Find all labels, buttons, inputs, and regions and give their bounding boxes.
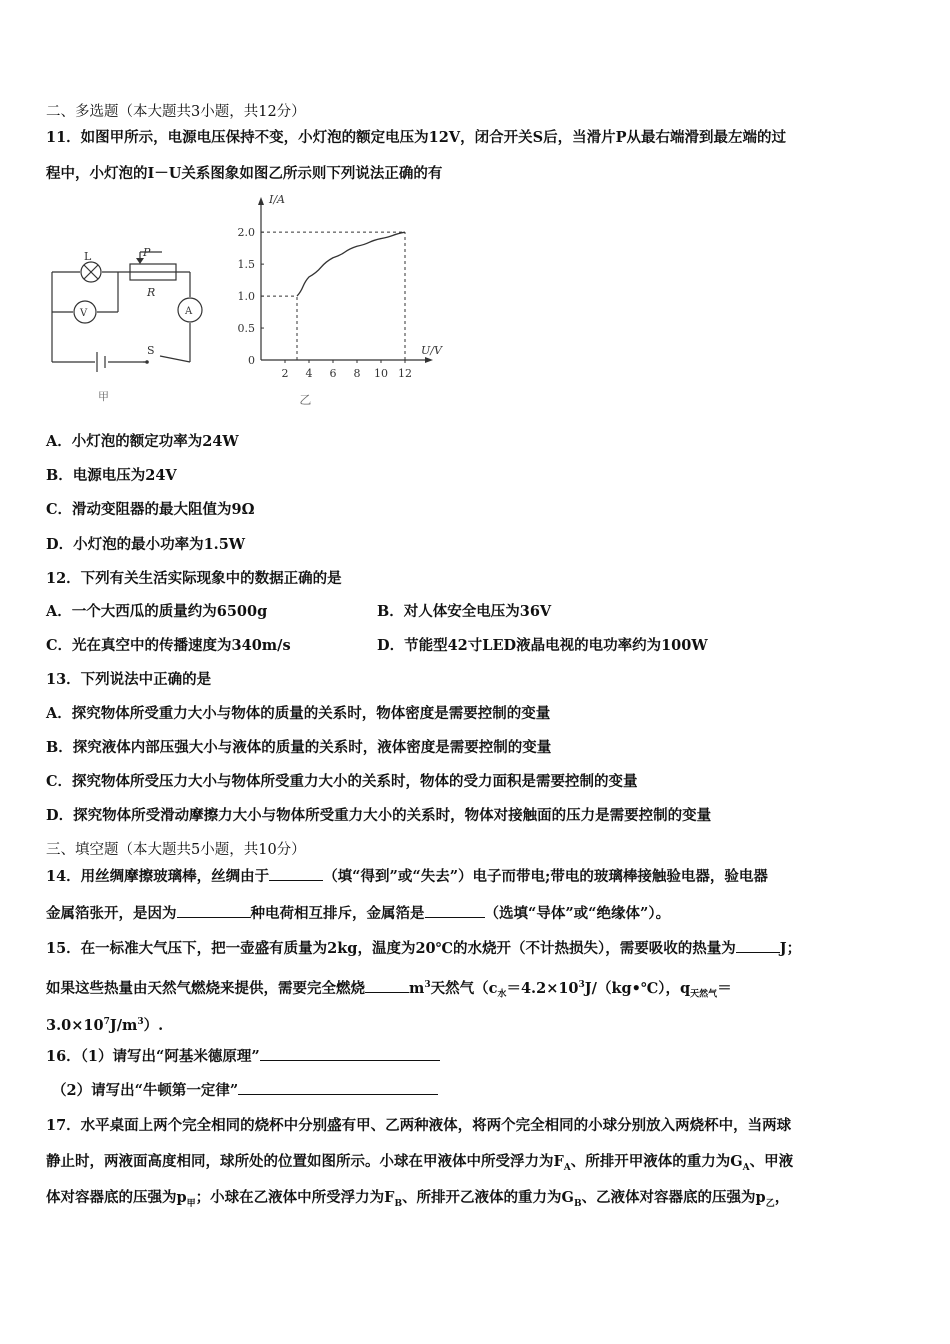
q17-sub-gb: B	[573, 1198, 582, 1209]
q15-text-1b: J；	[779, 940, 802, 957]
iu-graph	[225, 195, 445, 410]
q17-text-3c: 、所排开乙液体的重力为G	[402, 1189, 574, 1206]
q16-blank-2[interactable]	[238, 1080, 438, 1095]
q13-option-d: D．探究物体所受滑动摩擦力大小与物体所受重力大小的关系时，物体对接触面的压力是需要控制的变量	[46, 807, 712, 824]
q13-option-c: C．探究物体所受压力大小与物体所受重力大小的关系时，物体的受力面积是需要控制的变量	[46, 773, 638, 790]
q15-sub-water: 水	[497, 989, 507, 1000]
q15-line1	[46, 938, 801, 959]
q12-option-d: D．节能型42寸LED液晶电视的电功率约为100W	[377, 637, 708, 654]
q11-stem-line2: 程中，小灯泡的I－U关系图象如图乙所示则下列说法正确的有	[46, 165, 443, 182]
q17-text-2a: 静止时，两液面高度相同，球所处的位置如图所示。小球在甲液体中所受浮力为F	[46, 1153, 564, 1170]
circuit-caption: 甲	[98, 390, 109, 403]
q16-text-2: （2）请写出“牛顿第一定律”	[52, 1082, 239, 1099]
q11-option-c: C．滑动变阻器的最大阻值为9Ω	[46, 501, 255, 518]
q11-stem-line1: 11．如图甲所示，电源电压保持不变，小灯泡的额定电压为12V，闭合开关S后，当滑片P从最右端滑到最左端的过	[46, 129, 786, 146]
x-tick-label: 6	[329, 367, 337, 380]
q15-sup-2: 3	[578, 980, 585, 990]
q14-line2	[46, 903, 670, 924]
q12-stem: 12．下列有关生活实际现象中的数据正确的是	[46, 570, 342, 587]
q15-line3	[46, 1012, 163, 1036]
q16-part1	[46, 1046, 440, 1067]
y-tick-label: 1.0	[237, 290, 255, 304]
q15-text-2c: 天然气（c	[430, 979, 498, 997]
q17-text-3d: 、乙液体对容器底的压强为p	[581, 1189, 766, 1206]
q17-line2	[46, 1152, 793, 1178]
q14-text-2b: 种电荷相互排斥，金属箔是	[250, 905, 425, 922]
q12-option-c: C．光在真空中的传播速度为340m/s	[46, 637, 291, 654]
q16-part2	[52, 1080, 438, 1101]
q11-option-b: B．电源电压为24V	[46, 467, 177, 484]
resistor-label: R	[147, 286, 156, 299]
y-axis-arrow	[258, 197, 264, 205]
q15-text-1a: 15．在一标准大气压下，把一壶盛有质量为2kg，温度为20℃的水烧开（不计热损失），需要吸收的热量为	[46, 940, 736, 957]
q15-sup-1: 3	[424, 980, 431, 990]
q15-text-2e: J/（kg•℃），q	[584, 979, 691, 997]
x-tick-label: 8	[353, 367, 361, 380]
x-axis-arrow	[425, 357, 433, 363]
q17-line1: 17．水平桌面上两个完全相同的烧杯中分别盛有甲、乙两种液体，将两个完全相同的小球分别放入两烧杯中，当两球	[46, 1117, 792, 1134]
q15-sub-gas: 天然气	[690, 989, 718, 1000]
q14-text-1b: （填“得到”或“失去”）电子而带电;带电的玻璃棒接触验电器，验电器	[323, 868, 768, 885]
q14-text-2c: （选填“导体”或“绝缘体”）。	[484, 905, 671, 922]
q15-text-2f: ＝	[717, 979, 732, 997]
q15-line2	[46, 975, 732, 1005]
chart-caption: 乙	[299, 393, 312, 407]
q17-text-2c: 、甲液	[749, 1153, 794, 1170]
q11-option-d: D．小灯泡的最小功率为1.5W	[46, 536, 246, 553]
q14-blank-1[interactable]	[269, 866, 323, 881]
y-tick-label: 1.5	[237, 258, 255, 272]
x-tick-label: 2	[281, 367, 289, 380]
q12-option-a: A．一个大西瓜的质量约为6500g	[46, 603, 268, 620]
q17-line3	[46, 1188, 789, 1214]
q11-option-a: A．小灯泡的额定功率为24W	[46, 433, 239, 450]
q15-text-2a: 如果这些热量由天然气燃烧来提供，需要完全燃烧	[46, 979, 365, 997]
q13-option-a: A．探究物体所受重力大小与物体的质量的关系时，物体密度是需要控制的变量	[46, 705, 551, 722]
series-line-I-U	[297, 232, 405, 296]
q16-blank-1[interactable]	[260, 1046, 440, 1061]
q16-text-1: 16．（1）请写出“阿基米德原理”	[46, 1048, 260, 1065]
q14-text-1a: 14．用丝绸摩擦玻璃棒，丝绸由于	[46, 868, 270, 885]
q15-text-2d: ＝4.2×10	[506, 979, 579, 997]
circuit-diagram	[40, 240, 215, 410]
ammeter-label: A	[185, 306, 193, 317]
q14-blank-2[interactable]	[177, 903, 251, 918]
x-axis-label: U/V	[421, 344, 442, 357]
q17-sub-p-yi: 乙	[765, 1198, 775, 1209]
voltmeter-label: V	[80, 308, 88, 319]
q12-option-b: B．对人体安全电压为36V	[377, 603, 552, 620]
q15-text-3a: 3.0×10	[46, 1016, 104, 1034]
q15-sup-3: 7	[103, 1017, 110, 1027]
q14-blank-3[interactable]	[425, 903, 485, 918]
y-tick-label: 0.5	[237, 322, 255, 336]
q15-sup-4: 3	[137, 1017, 144, 1027]
lamp-label: L	[84, 250, 92, 263]
q15-blank-heat[interactable]	[736, 938, 780, 953]
switch-label: S	[147, 344, 155, 357]
q15-text-3b: J/m	[109, 1016, 138, 1034]
q17-text-3e: ，	[774, 1189, 790, 1206]
q17-text-3a: 体对容器底的压强为p	[46, 1189, 187, 1206]
section-heading-multiple-choice: 二、多选题（本大题共3小题，共12分）	[46, 104, 306, 120]
slider-label: P	[143, 246, 151, 259]
y-axis-label: I/A	[269, 195, 285, 206]
y-tick-label: 0	[248, 354, 255, 367]
q14-text-2a: 金属箔张开，是因为	[46, 905, 177, 922]
y-tick-label: 2.0	[237, 226, 255, 240]
q15-text-2b: m	[409, 979, 425, 997]
x-tick-label: 12	[398, 367, 412, 380]
q14-line1	[46, 866, 768, 887]
q17-sub-p-jia: 甲	[186, 1198, 196, 1209]
x-tick-label: 4	[305, 367, 313, 380]
q17-text-2b: 、所排开甲液体的重力为G	[570, 1153, 743, 1170]
q17-sub-ga: A	[742, 1162, 750, 1173]
q17-text-3b: ；小球在乙液体中所受浮力为F	[195, 1189, 395, 1206]
q13-option-b: B．探究液体内部压强大小与液体的质量的关系时，液体密度是需要控制的变量	[46, 739, 552, 756]
q15-text-3c: ）.	[143, 1016, 164, 1034]
x-tick-label: 10	[374, 367, 388, 380]
q17-sub-fa: A	[563, 1162, 571, 1173]
q13-stem: 13．下列说法中正确的是	[46, 671, 212, 688]
q17-sub-fb: B	[394, 1198, 403, 1209]
q15-blank-volume[interactable]	[365, 978, 409, 993]
section-heading-fill-in: 三、填空题（本大题共5小题，共10分）	[46, 842, 306, 858]
